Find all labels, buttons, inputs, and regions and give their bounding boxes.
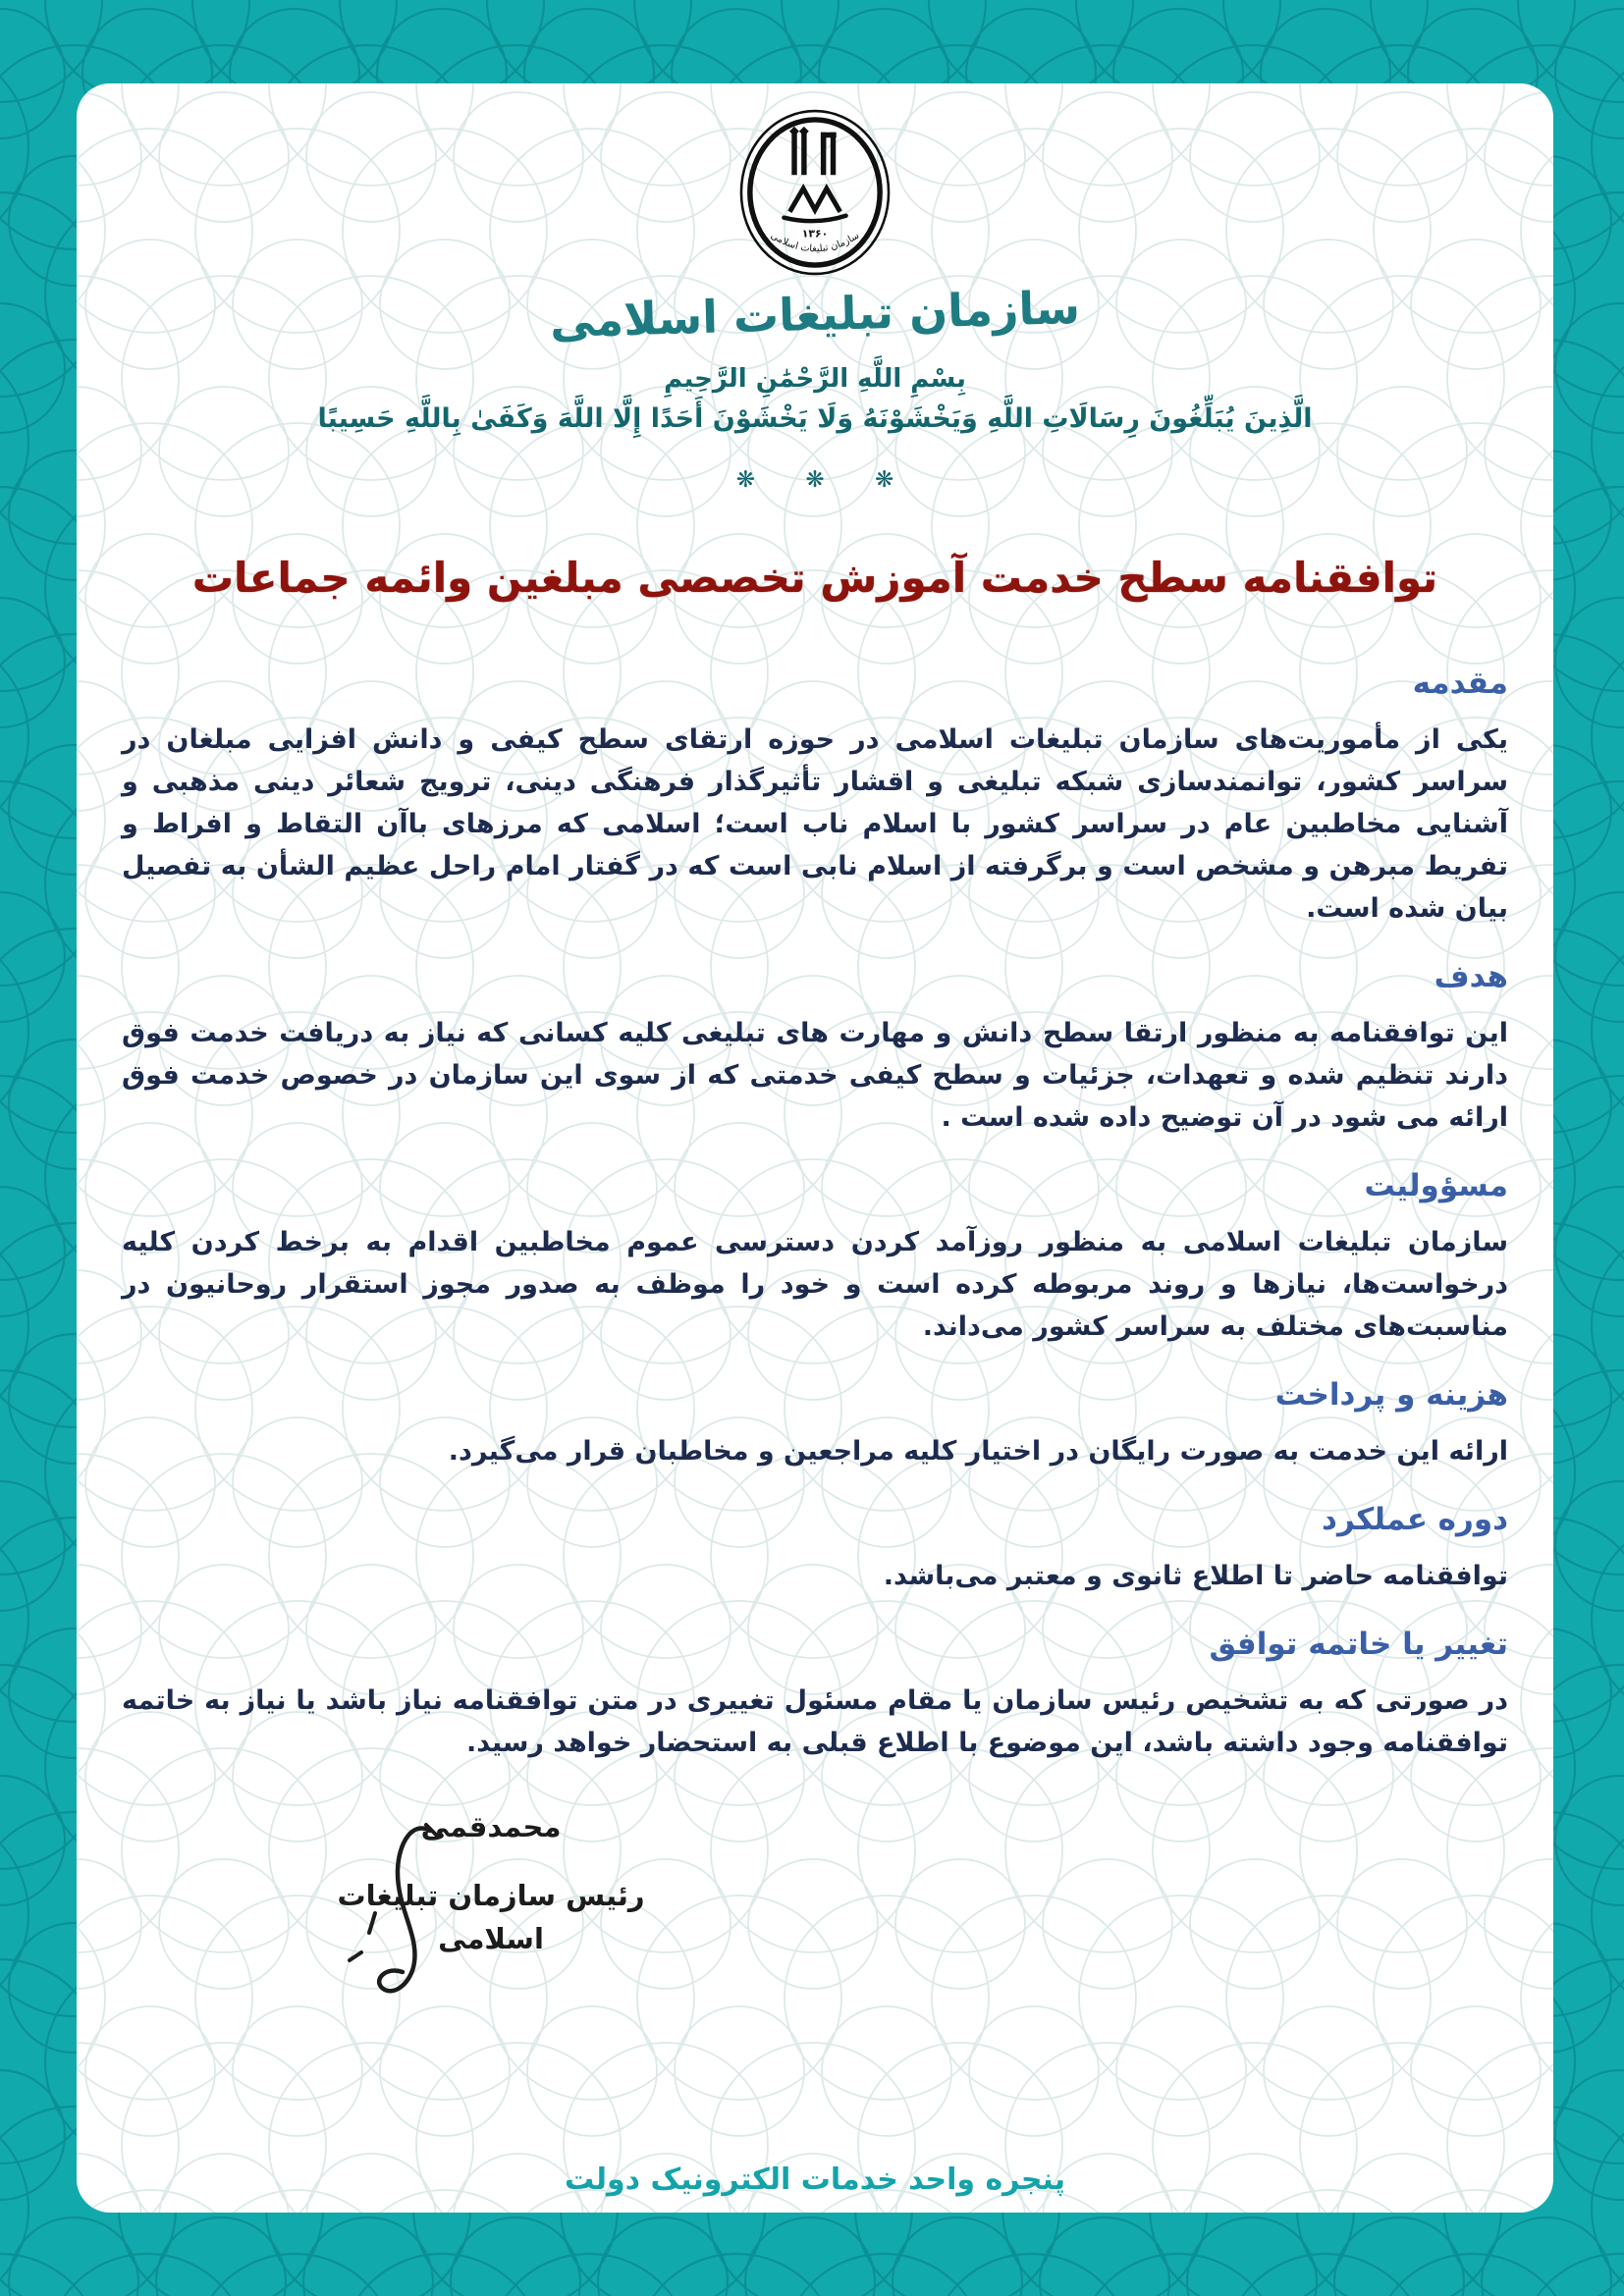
emblem-arc-text: سازمان تبلیغات اسلامی (768, 230, 862, 255)
section-heading: هدف (1434, 959, 1508, 994)
section-heading: مقدمه (1412, 666, 1508, 701)
sections-container (122, 662, 1508, 1764)
section-introduction (122, 662, 1508, 930)
signatory-title: رئیس سازمان تبلیغات اسلامی (337, 1879, 645, 1955)
section-goal (122, 955, 1508, 1139)
section-performance-period (122, 1498, 1508, 1597)
section-heading: مسؤولیت (1364, 1168, 1508, 1203)
footer-label: پنجره واحد خدمات الکترونیک دولت (565, 2163, 1065, 2197)
organization-calligraphy: سازمان تبلیغات اسلامی (549, 280, 1081, 348)
document-content (77, 83, 1553, 2213)
section-body: این توافقنامه به منظور ارتقا سطح دانش و مهارت های تبلیغی کلیه کسانی که نیاز به دریافت خدمت فوق دارند تنظیم شده و تعهدات، جزئیات و سطح کیفی خدمتی که از سوی این سازمان در خصوص خدمت فوق ارائه می شود در آن توضیح داده شده است . (122, 1018, 1508, 1133)
section-responsibility (122, 1164, 1508, 1348)
section-body: در صورتی که به تشخیص رئیس سازمان یا مقام مسئول تغییری در متن توافقنامه نیاز باشد یا نیاز به خاتمه توافقنامه وجود داشته باشد، این موضوع با اطلاع قبلی به استحضار خواهد رسید. (122, 1685, 1508, 1758)
section-heading: دوره عملکرد (1322, 1502, 1508, 1537)
signatory-name: محمدقمی (420, 1810, 562, 1843)
section-cost-payment (122, 1373, 1508, 1472)
section-heading: تغییر یا خاتمه توافق (1209, 1627, 1508, 1662)
document-card (77, 83, 1553, 2213)
emblem-icon (737, 107, 893, 280)
section-change-termination (122, 1623, 1508, 1764)
quran-verse: الَّذِينَ يُبَلِّغُونَ رِسَالَاتِ اللَّهِ وَيَخْشَوْنَهُ وَلَا يَخْشَوْنَ أَحَدًا إِلَّا اللَّهَ وَكَفَىٰ بِاللَّهِ حَسِيبًا (317, 403, 1313, 434)
emblem-year: ۱۳۶۰ (801, 227, 829, 240)
section-body: توافقنامه حاضر تا اطلاع ثانوی و معتبر می‌باشد. (883, 1561, 1508, 1591)
signature-scribble (336, 1817, 463, 2013)
document-title: توافقنامه سطح خدمت آموزش تخصصی مبلغین وائمه جماعات (191, 554, 1438, 602)
kufic-allah-mark (789, 127, 837, 175)
signature-block (304, 1805, 677, 1960)
section-heading: هزینه و پرداخت (1274, 1377, 1508, 1413)
section-body: ارائه این خدمت به صورت رایگان در اختیار کلیه مراجعین و مخاطبان قرار می‌گیرد. (448, 1436, 1508, 1467)
section-body: یکی از مأموریت‌های سازمان تبلیغات اسلامی در حوزه ارتقای سطح کیفی و دانش افزایی مبلغان در سراسر کشور، توانمندسازی شبکه تبلیغی و اقشار تأثیرگذار فرهنگی دینی، ترویج شعائر دینی مذهبی و آشنایی مخاطبین عام در سراسر کشور با اسلام ناب است؛ اسلامی که مرزهای باآن التقاط و افراط و تفریط مبرهن و مشخص است و برگرفته از اسلام نابی است که در گفتار امام راحل عظیم الشأن به تفصیل بیان شده است. (122, 724, 1508, 924)
bismillah-line: بِسْمِ اللَّهِ الرَّحْمَٰنِ الرَّحِيمِ (664, 364, 966, 394)
ornament-asterisks: ❋ ❋ ❋ (735, 467, 916, 493)
organization-emblem (122, 107, 1508, 284)
section-body: سازمان تبلیغات اسلامی به منظور روزآمد کردن دسترسی عموم مخاطبین اقدام به برخط کردن کلیه درخواست‌ها، نیازها و روند مربوطه کرده است و خود را موظف به صدور مجوز استقرار روحانیون در مناسبت‌های مختلف به سراسر کشور می‌داند. (122, 1227, 1508, 1342)
